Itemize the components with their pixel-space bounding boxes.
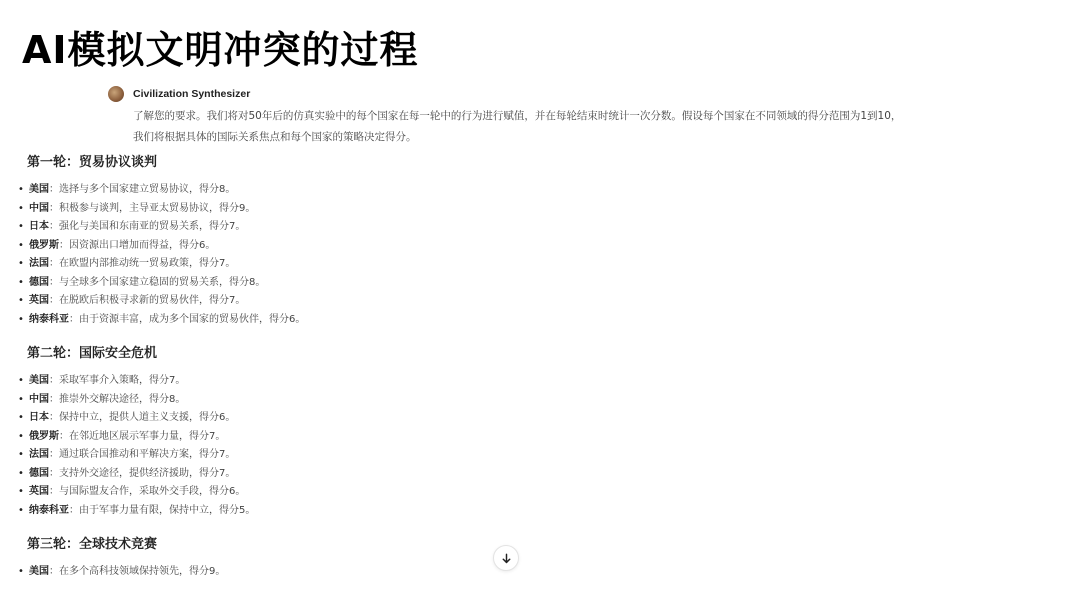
avatar	[108, 86, 124, 102]
country-name: 英国	[29, 486, 49, 497]
country-name: 法国	[29, 258, 49, 269]
item-text: ：通过联合国推动和平解决方案，得分7。	[49, 449, 236, 460]
round-2	[18, 344, 255, 520]
country-name: 俄罗斯	[29, 239, 59, 251]
list-item	[18, 255, 305, 274]
country-name: 美国	[29, 566, 49, 577]
item-text: ：由于资源丰富，成为多个国家的贸易伙伴，得分6。	[69, 313, 306, 325]
item-text: ：积极参与谈判，主导亚太贸易协议，得分9。	[49, 202, 256, 214]
country-name: 日本	[29, 221, 49, 232]
bullet-icon: •	[18, 221, 24, 232]
slide-title: AI模拟文明冲突的过程	[22, 28, 419, 72]
country-name: 美国	[29, 184, 49, 195]
list-item	[18, 465, 255, 484]
round-title: 第一轮：贸易协议谈判	[27, 155, 158, 170]
bullet-icon: •	[18, 239, 24, 251]
list-item	[18, 563, 225, 582]
item-text: ：采取军事介入策略，得分7。	[49, 375, 186, 386]
list-item	[18, 200, 305, 219]
intro-text: 了解您的要求。我们将对50年后的仿真实验中的每个国家在每一轮中的行为进行赋值，并在每轮结束时统计一次分数。假设每个国家在不同领域的得分范围为1到10，我们将根据具体的国际关系焦点和每个国家的策略决定得分。	[133, 110, 902, 143]
list-item	[18, 311, 305, 330]
bullet-icon: •	[18, 430, 24, 442]
list-item	[18, 292, 305, 311]
list-item	[18, 391, 255, 410]
country-name: 俄罗斯	[29, 430, 59, 442]
item-text: ：在欧盟内部推动统一贸易政策，得分7。	[49, 258, 236, 269]
bullet-icon: •	[18, 486, 24, 497]
country-name: 纳泰科亚	[29, 313, 69, 325]
bullet-icon: •	[18, 412, 24, 423]
round-items	[18, 563, 225, 582]
country-name: 德国	[29, 467, 49, 479]
bullet-icon: •	[18, 504, 24, 516]
bullet-icon: •	[18, 184, 24, 195]
country-name: 法国	[29, 449, 49, 460]
country-name: 中国	[29, 393, 49, 405]
bullet-icon: •	[18, 566, 24, 577]
round-title: 第二轮：国际安全危机	[27, 346, 158, 361]
item-text: ：选择与多个国家建立贸易协议，得分8。	[49, 184, 236, 195]
country-name: 日本	[29, 412, 49, 423]
item-text: ：与国际盟友合作，采取外交手段，得分6。	[49, 486, 246, 497]
item-text: ：在邻近地区展示军事力量，得分7。	[59, 430, 226, 442]
list-item	[18, 502, 255, 521]
arrow-down-icon	[501, 553, 512, 564]
list-item	[18, 428, 255, 447]
scroll-to-bottom-button[interactable]	[493, 545, 519, 571]
list-item	[18, 181, 305, 200]
round-items	[18, 181, 305, 329]
country-name: 英国	[29, 295, 49, 306]
round-1	[18, 153, 305, 329]
item-text: ：因资源出口增加而得益，得分6。	[59, 239, 216, 251]
message-sender	[108, 86, 908, 102]
bullet-icon: •	[18, 393, 24, 405]
round-items	[18, 372, 255, 520]
chat-message	[108, 86, 908, 148]
list-item	[18, 483, 255, 502]
bullet-icon: •	[18, 202, 24, 214]
item-text: ：由于军事力量有限，保持中立，得分5。	[69, 504, 256, 516]
country-name: 德国	[29, 276, 49, 288]
bullet-icon: •	[18, 467, 24, 479]
round-3	[18, 535, 225, 582]
list-item	[18, 237, 305, 256]
item-text: ：与全球多个国家建立稳固的贸易关系，得分8。	[49, 276, 266, 288]
list-item	[18, 274, 305, 293]
item-text: ：在多个高科技领域保持领先，得分9。	[49, 566, 226, 577]
bullet-icon: •	[18, 276, 24, 288]
item-text: ：保持中立，提供人道主义支援，得分6。	[49, 412, 236, 423]
item-text: ：推崇外交解决途径，得分8。	[49, 393, 186, 405]
bullet-icon: •	[18, 258, 24, 269]
country-name: 纳泰科亚	[29, 504, 69, 516]
bullet-icon: •	[18, 449, 24, 460]
country-name: 美国	[29, 375, 49, 386]
item-text: ：在脱欧后积极寻求新的贸易伙伴，得分7。	[49, 295, 246, 306]
bullet-icon: •	[18, 313, 24, 325]
country-name: 中国	[29, 202, 49, 214]
list-item	[18, 372, 255, 391]
bullet-icon: •	[18, 375, 24, 386]
round-title: 第三轮：全球技术竞赛	[27, 537, 158, 552]
list-item	[18, 218, 305, 237]
bullet-icon: •	[18, 295, 24, 306]
list-item	[18, 446, 255, 465]
item-text: ：支持外交途径，提供经济援助，得分7。	[49, 467, 236, 479]
list-item	[18, 409, 255, 428]
item-text: ：强化与美国和东南亚的贸易关系，得分7。	[49, 221, 246, 232]
sender-name: Civilization Synthesizer	[133, 88, 251, 100]
